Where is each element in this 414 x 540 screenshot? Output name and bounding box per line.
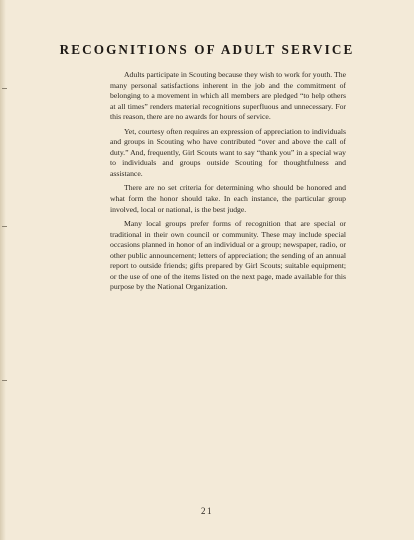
paragraph-3: There are no set criteria for determining who should be honored and what form the honor should take. In each instance, the particular group involved, local or national, is the best judge. — [110, 183, 346, 214]
paragraph-2: Yet, courtesy often requires an expression of appreciation to individuals and groups in Scouting who have contributed “over and above the call of duty.” And, frequently, Girl Scouts want to say “thank you” in a special way to individuals and groups outside Scouting for thoughtfulness and assistance. — [110, 126, 346, 178]
paragraph-1: Adults participate in Scouting because they wish to work for youth. The many personal satisfactions inherent in the job and the commitment of belonging to a movement in which all members are pledged “to help others at all times” renders material recognitions superfluous and unnecessary. For this reason, there are no awards for hours of service. — [110, 70, 346, 122]
paragraph-4: Many local groups prefer forms of recognition that are special or traditional in their own council or community. These may include special occasions planned in honor of an individual or a group; newspaper, radio, or other public announcement; letters of appreciation; the sending of an annual report to outside friends; gifts prepared by Girl Scouts; suitable equipment; or the use of one of the items listed on the next page, made available for this purpose by the National Organization. — [110, 219, 346, 292]
body-text — [110, 70, 346, 297]
page-heading: RECOGNITIONS OF ADULT SERVICE — [59, 42, 355, 57]
page-number: 21 — [201, 506, 213, 516]
margin-tick — [2, 380, 7, 381]
margin-tick — [2, 88, 7, 89]
margin-tick — [2, 226, 7, 227]
